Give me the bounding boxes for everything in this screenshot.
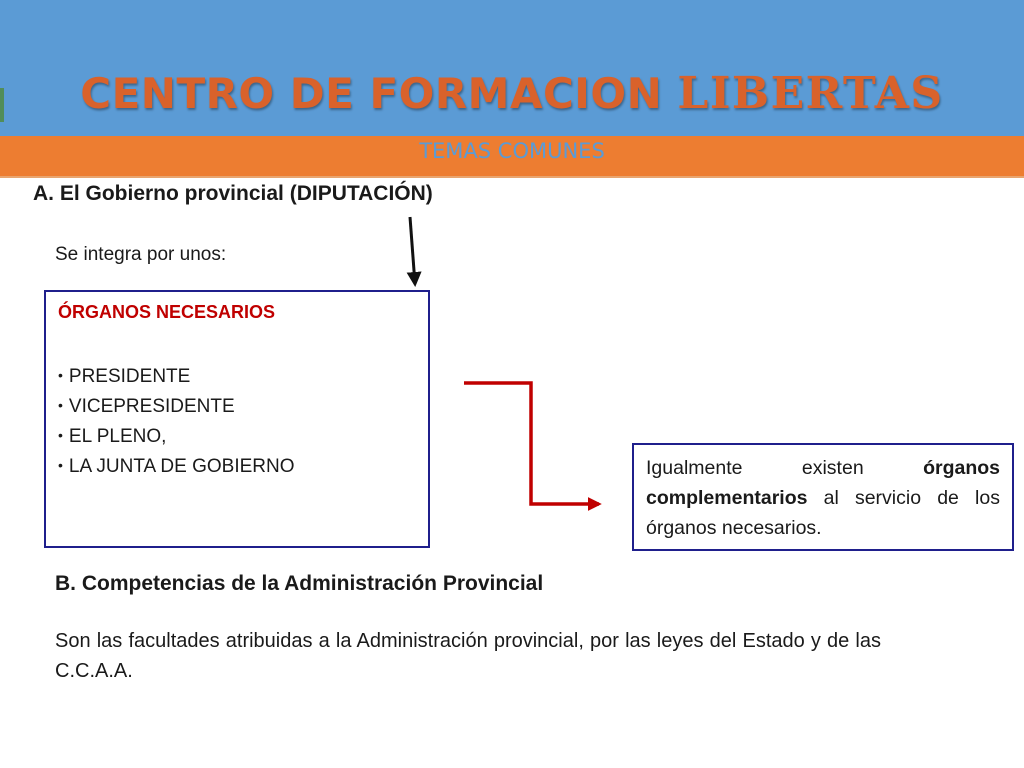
bullet-icon: • <box>58 397 63 413</box>
subtitle: TEMAS COMUNES <box>419 139 605 163</box>
bullet-icon: • <box>58 367 63 383</box>
section-a-heading: A. El Gobierno provincial (DIPUTACIÓN) <box>33 182 433 205</box>
section-b-heading: B. Competencias de la Administración Provincial <box>55 572 544 595</box>
brand-title-logo-text: LIBERTAS <box>677 68 944 119</box>
down-arrow-icon <box>410 217 415 284</box>
complementary-text-start: Igualmente existen <box>646 457 924 479</box>
list-item-label: PRESIDENTE <box>68 366 191 387</box>
elbow-arrow-icon <box>464 383 599 504</box>
list-item-label: VICEPRESIDENTE <box>68 396 235 417</box>
section-a-intro: Se integra por unos: <box>55 244 227 265</box>
list-item-label: LA JUNTA DE GOBIERNO <box>68 456 295 477</box>
brand-title-part1: CENTRO DE FORMACION <box>80 69 678 118</box>
complementary-text-end: al servicio de los órganos necesarios. <box>646 487 1000 539</box>
section-b-paragraph: Son las facultades atribuidas a la Administración provincial, por las leyes del Estado y de las C.C.A.A. <box>55 630 881 682</box>
bullet-icon: • <box>58 457 63 473</box>
list-item-label: EL PLENO, <box>68 426 167 447</box>
complementary-text-bold: órganos complementarios <box>646 457 1000 509</box>
necessary-organs-title: ÓRGANOS NECESARIOS <box>58 302 276 322</box>
bullet-icon: • <box>58 427 63 443</box>
